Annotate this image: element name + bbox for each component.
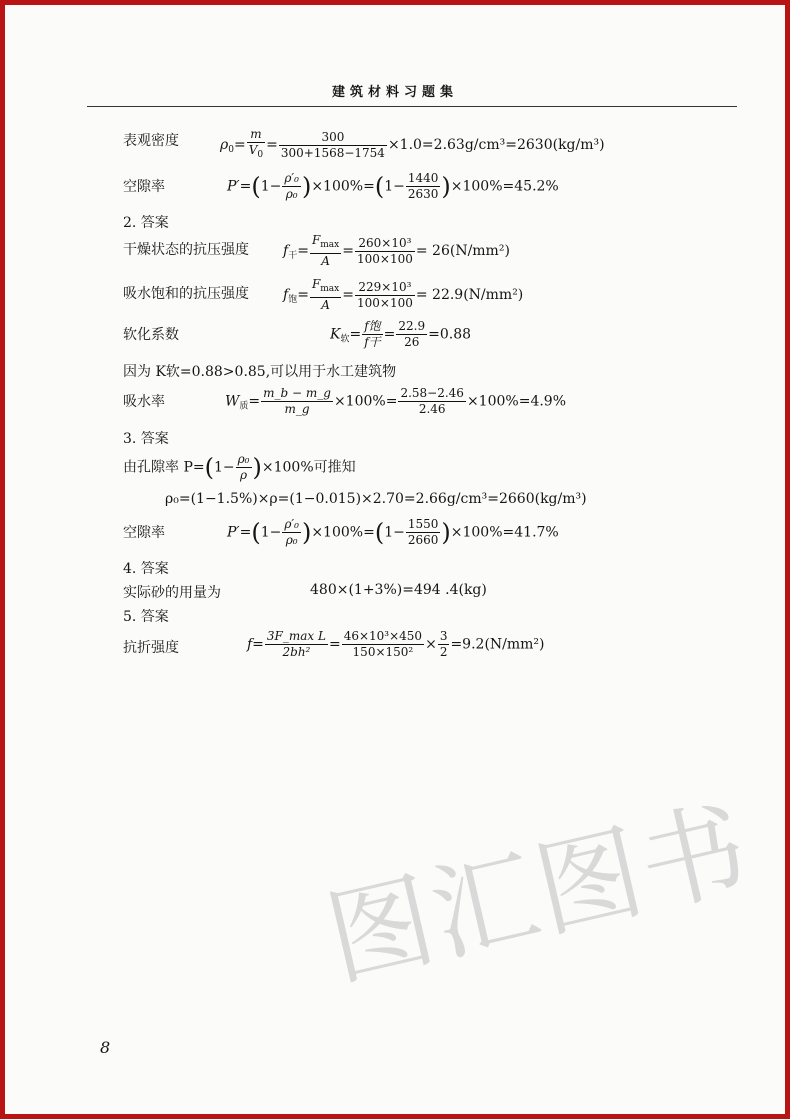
denominator: 300+1568−1754 [280, 145, 385, 160]
fraction [342, 629, 424, 660]
result: ×100%=4.9% [466, 393, 567, 410]
label: 吸水饱和的抗压强度 [123, 286, 249, 302]
numerator: 2.58−2.46 [400, 386, 464, 400]
fraction [310, 233, 341, 269]
fraction [355, 280, 415, 311]
label: 抗折强度 [123, 640, 179, 656]
symbol: P′= [227, 178, 252, 195]
running-header: 建筑材料习题集 [331, 85, 458, 100]
numerator: F [311, 277, 321, 291]
subscript: 软 [340, 334, 350, 345]
numerator: 22.9 [398, 319, 426, 333]
numerator: ρ′₀ [284, 517, 299, 531]
symbol: f= [247, 636, 264, 653]
numerator: 229×10³ [355, 280, 415, 296]
times: ×100%= [333, 393, 398, 410]
fraction [406, 517, 441, 548]
fraction [398, 386, 466, 417]
subscript: 0 [257, 150, 264, 160]
fraction [406, 171, 441, 202]
fraction [310, 277, 341, 313]
equals: = [266, 137, 278, 153]
numerator: m [247, 127, 265, 143]
subscript: 质 [239, 401, 249, 412]
numerator: 46×10³×450 [343, 629, 423, 643]
header-rule [87, 106, 737, 107]
label: 表观密度 [123, 133, 179, 149]
denominator: A [321, 298, 330, 312]
answer-heading-3: 3. 答案 [123, 431, 169, 447]
symbol: W [225, 393, 240, 410]
fraction [396, 319, 427, 350]
numerator: f饱 [364, 319, 381, 333]
label: 吸水率 [123, 394, 165, 410]
symbol: f [283, 287, 289, 303]
watermark: 图汇图书 [315, 786, 761, 1002]
denominator: A [321, 254, 330, 268]
denominator: 2bh² [282, 645, 311, 659]
denominator: 100×100 [356, 295, 413, 310]
denominator: 100×100 [356, 251, 413, 266]
numerator: ρ′₀ [284, 171, 299, 185]
result: ×100%可推知 [261, 459, 356, 476]
answer-heading-5: 5. 答案 [123, 609, 169, 625]
numerator: 3F_max L [266, 629, 326, 643]
denominator: f干 [364, 335, 381, 349]
fraction [279, 130, 387, 161]
times: ×100%= [311, 524, 375, 541]
subscript: 0 [228, 145, 234, 155]
answer-heading-4: 4. 答案 [123, 561, 169, 577]
denominator: 2660 [407, 533, 439, 547]
label: 软化系数 [123, 327, 179, 343]
numerator: 300 [279, 130, 387, 146]
fraction [282, 171, 301, 202]
denominator: 2 [439, 645, 448, 659]
result: ×100%=45.2% [450, 178, 559, 195]
book-page: 建筑材料习题集 表观密度 $\rho_0=$ $\frac{m}{V_0}$ = $\frac{300}{300+1568-1754}$ ×1.0=2.63g/cm³=2630(kg/m³) 空隙率 P′=(1− $\frac{\text{ρ′₀}}{\text{ρ₀}}$ )×100%=(1− $\frac{1440}{2630}$ )×100%=45.2% 2. 答案 干燥状态的抗压强度 $f_干=$ $\frac{F_{max}}{A}$ = $\frac{\text{260×10³}}{100\times 100}$ = 26(N/mm²) 吸水饱和的抗压强度 $f_饱=$ $\frac{F_{max}}{A}$ = $\frac{\text{229×10³}}{100\times 100}$ = 22.9(N/mm²) 软化系数 $K_软=$ $\frac{\text{f饱}}{\text{f干}}$ = $\frac{22.9}{26}$ =0.88 因为 K软=0.88>0.85,可以用于水工建筑物 吸水率 $W_质=$ $\frac{m\_b - m\_g}{m\_g}$ ×100%= $\frac{2.58-2.46}{2.46}$ ×100%=4.9% 3. 答案 由孔隙率 P=(1− $\frac{\text{ρ₀}}{\rho}$ )×100%可推知 ρ₀=(1−1.5%)×ρ=(1−0.015)×2.70=2.66g/cm³=2660(kg/m³) 空隙率 P′=(1− $\frac{\text{ρ′₀}}{\text{ρ₀}}$ )×100%=(1− $\frac{1550}{2660}$ )×100%=41.7% 4. 答案 实际砂的用量为 480×(1+3%)=494 .4(kg) 5. 答案 抗折强度 f= $\frac{\text{3F\_max L}}{\text{2bh²}}$ = $\frac{\text{46×10³×450}}{\text{150×150²}}$ × $\frac{3}{2}$ =9.2(N/mm²) 图汇图书 8 [0, 0, 790, 1119]
numerator: 1440 [407, 171, 439, 185]
times: ×100%= [311, 178, 375, 195]
answer-heading-2: 2. 答案 [123, 215, 169, 231]
fraction [362, 319, 382, 350]
denominator: ρ₀ [285, 533, 298, 547]
result: ×1.0=2.63g/cm³=2630(kg/m³) [387, 137, 605, 153]
denominator: 26 [404, 335, 420, 349]
fraction [265, 629, 328, 660]
equals: = [233, 137, 246, 153]
subscript: 干 [288, 251, 298, 261]
denominator: 150×150² [352, 645, 414, 659]
denominator: 2.46 [418, 402, 446, 416]
fraction [261, 386, 333, 417]
numerator: 3 [439, 629, 448, 643]
denominator: m_g [284, 402, 310, 416]
label: 干燥状态的抗压强度 [123, 242, 249, 258]
subscript: 饱 [288, 295, 298, 305]
label: 空隙率 [123, 179, 165, 195]
intro-text: 由孔隙率 P= [123, 459, 205, 476]
formula-bulk-density: ρ₀=(1−1.5%)×ρ=(1−0.015)×2.70=2.66g/cm³=2660(kg/m³) [165, 491, 587, 507]
fraction [247, 127, 265, 163]
numerator: ρ₀ [237, 452, 250, 466]
label: 空隙率 [123, 525, 165, 541]
label-sand-amount: 实际砂的用量为 [123, 585, 221, 601]
page-number: 8 [100, 1038, 111, 1057]
symbol: ρ [220, 137, 229, 153]
fraction [236, 452, 252, 483]
denominator: ρ₀ [285, 187, 298, 201]
denominator: V [248, 143, 258, 157]
result: =0.88 [428, 326, 472, 343]
result: = 22.9(N/mm²) [415, 287, 524, 303]
numerator: 260×10³ [355, 236, 415, 252]
denominator: ρ [240, 468, 248, 482]
symbol: f [283, 243, 289, 259]
denominator: 2630 [407, 187, 439, 201]
fraction [282, 517, 301, 548]
subscript: max [320, 284, 340, 294]
numerator: F [311, 233, 321, 247]
result: = 26(N/mm²) [415, 243, 510, 259]
fraction [438, 629, 450, 660]
conclusion-text: 因为 K软=0.88>0.85,可以用于水工建筑物 [123, 364, 397, 380]
fraction [355, 236, 415, 267]
formula-sand-amount: 480×(1+3%)=494 .4(kg) [310, 582, 487, 598]
symbol: P′= [227, 524, 252, 541]
result: =9.2(N/mm²) [450, 636, 545, 653]
numerator: m_b − m_g [263, 386, 331, 400]
subscript: max [320, 240, 340, 250]
symbol: K [330, 326, 341, 343]
numerator: 1550 [407, 517, 439, 531]
result: ×100%=41.7% [450, 524, 559, 541]
